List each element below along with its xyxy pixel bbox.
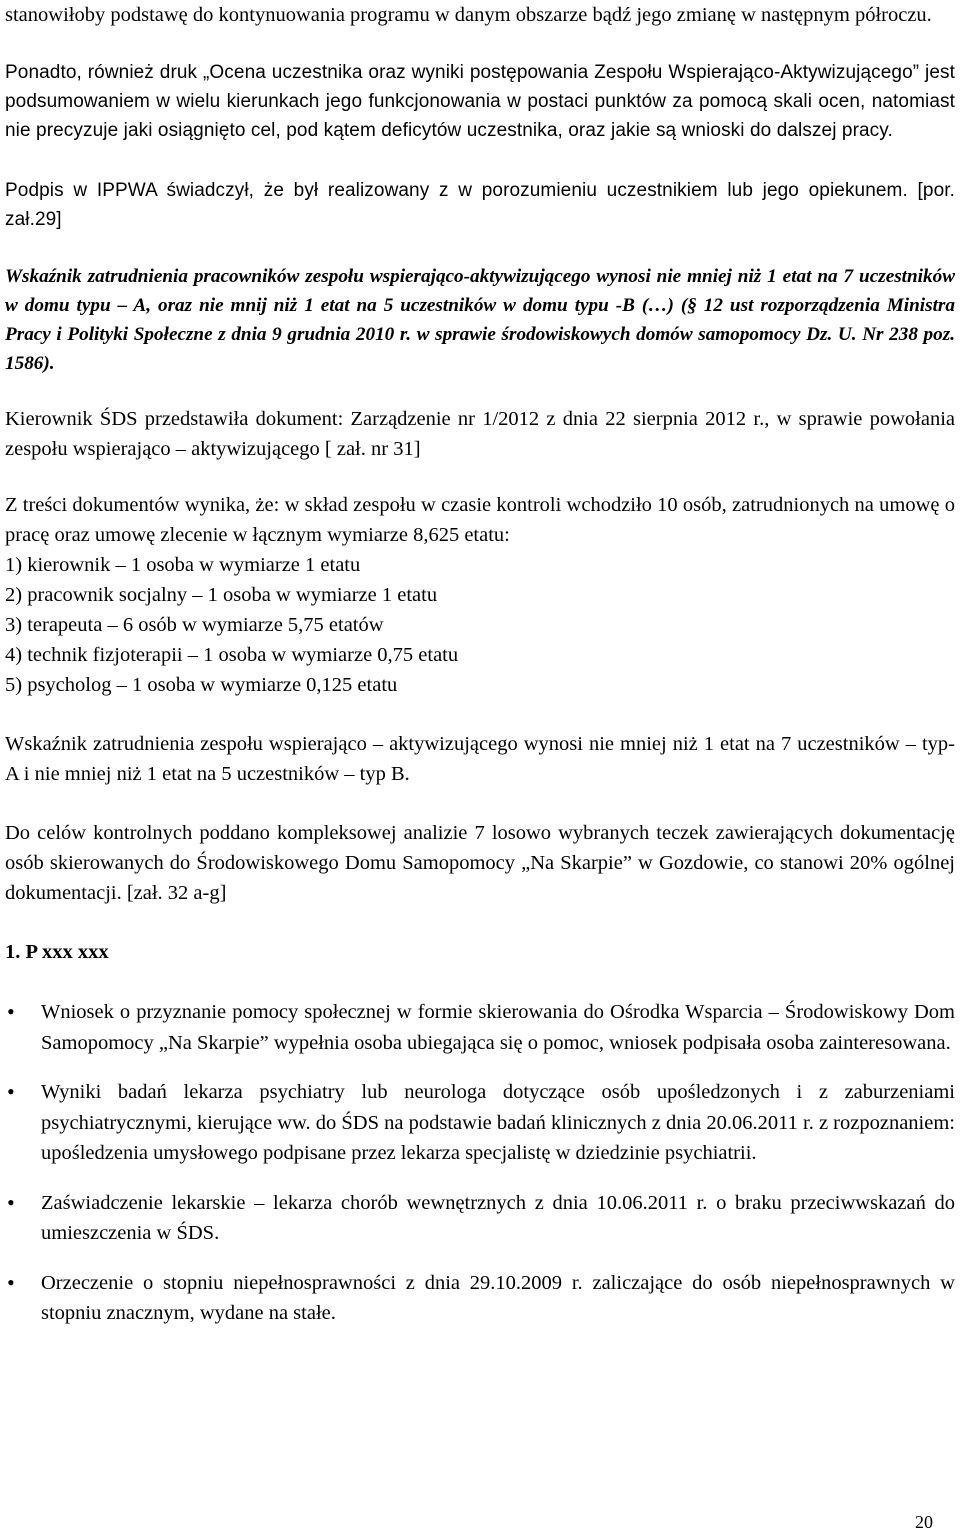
bullet-item: • Wyniki badań lekarza psychiatry lub neurologa dotyczące osób upośledzonych i z zaburzeniami psychiatrycznymi, kierujące ww. do ŚDS na podstawie badań klinicznych z dnia 20.06.2011 r. z rozpoznaniem: upośledzenia umysłowego podpisane przez lekarza specjalistę w dziedzinie psychiatrii. xyxy=(5,1077,955,1169)
bullet-item: • Zaświadczenie lekarskie – lekarza chorób wewnętrznych z dnia 10.06.2011 r. o braku przeciwwskazań do umieszczenia w ŚDS. xyxy=(5,1188,955,1249)
paragraph-ippwa-signature: Podpis w IPPWA świadczył, że był realizowany z w porozumieniu uczestnikiem lub jego opiekunem. [por. zał.29] xyxy=(5,180,955,230)
paragraph-assessment-form: Ponadto, również druk „Ocena uczestnika oraz wyniki postępowania Zespołu Wspierająco-Aktywizującego” jest podsumowaniem w wielu kierunkach jego funkcjonowania w postaci punktów za pomocą skali ocen, natomiast nie precyzuje jaki osiągnięto cel, pod kątem deficytów uczestnika, oraz jakie są wnioski do dalszej pracy. xyxy=(5,62,955,141)
paragraph-continuation: stanowiłoby podstawę do kontynuowania programu w danym obszarze bądź jego zmianę w następnym półroczu. xyxy=(5,4,932,26)
list-item: 5) psycholog – 1 osoba w wymiarze 0,125 etatu xyxy=(5,674,398,696)
bullet-item: • Wniosek o przyznanie pomocy społecznej w formie skierowania do Ośrodka Wsparcia – Środowiskowy Dom Samopomocy „Na Skarpie” wypełnia osoba ubiegająca się o pomoc, wniosek podpisała osoba zainteresowana. xyxy=(5,997,955,1058)
list-item: 1) kierownik – 1 osoba w wymiarze 1 etatu xyxy=(5,554,361,576)
list-item: 3) terapeuta – 6 osób w wymiarze 5,75 etatów xyxy=(5,614,384,636)
list-item: 4) technik fizjoterapii – 1 osoba w wymiarze 0,75 etatu xyxy=(5,644,459,666)
paragraph-control-analysis: Do celów kontrolnych poddano kompleksowej analizie 7 losowo wybranych teczek zawierających dokumentację osób skierowanych do Środowiskowego Domu Samopomocy „Na Skarpie” w Gozdowie, co stanowi 20% ogólnej dokumentacji. [zał. 32 a-g] xyxy=(5,822,955,904)
section-heading: 1. P xxx xxx xyxy=(5,941,109,963)
paragraph-employment-ratio: Wskaźnik zatrudnienia zespołu wspierająco – aktywizującego wynosi nie mniej niż 1 etat na 7 uczestników – typ-A i nie mniej niż 1 etat na 5 uczestników – typ B. xyxy=(5,733,955,785)
document-bullet-list xyxy=(5,997,955,1329)
page-number: 20 xyxy=(915,1512,933,1532)
paragraph-director-document: Kierownik ŚDS przedstawiła dokument: Zarządzenie nr 1/2012 z dnia 22 sierpnia 2012 r., w sprawie powołania zespołu wspierająco – aktywizującego [ zał. nr 31] xyxy=(5,408,955,460)
bullet-item: • Orzeczenie o stopniu niepełnosprawności z dnia 29.10.2009 r. zaliczające do osób niepełnosprawnych w stopniu znacznym, wydane na stałe. xyxy=(5,1268,955,1329)
staff-list xyxy=(5,550,955,700)
list-item: 2) pracownik socjalny – 1 osoba w wymiarze 1 etatu xyxy=(5,584,438,606)
paragraph-regulation-quote: Wskaźnik zatrudnienia pracowników zespołu wspierająco-aktywizującego wynosi nie mniej niż 1 etat na 7 uczestników w domu typu – A, oraz nie mnij niż 1 etat na 5 uczestników w domu typu -B (…) (§ 12 ust rozporządzenia Ministra Pracy i Polityki Społeczne z dnia 9 grudnia 2010 r. w sprawie środowiskowych domów samopomocy Dz. U. Nr 238 poz. 1586). xyxy=(5,266,955,374)
paragraph-team-composition: Z treści dokumentów wynika, że: w skład zespołu w czasie kontroli wchodziło 10 osób, zatrudnionych na umowę o pracę oraz umowę zlecenie w łącznym wymiarze 8,625 etatu: xyxy=(5,494,955,546)
